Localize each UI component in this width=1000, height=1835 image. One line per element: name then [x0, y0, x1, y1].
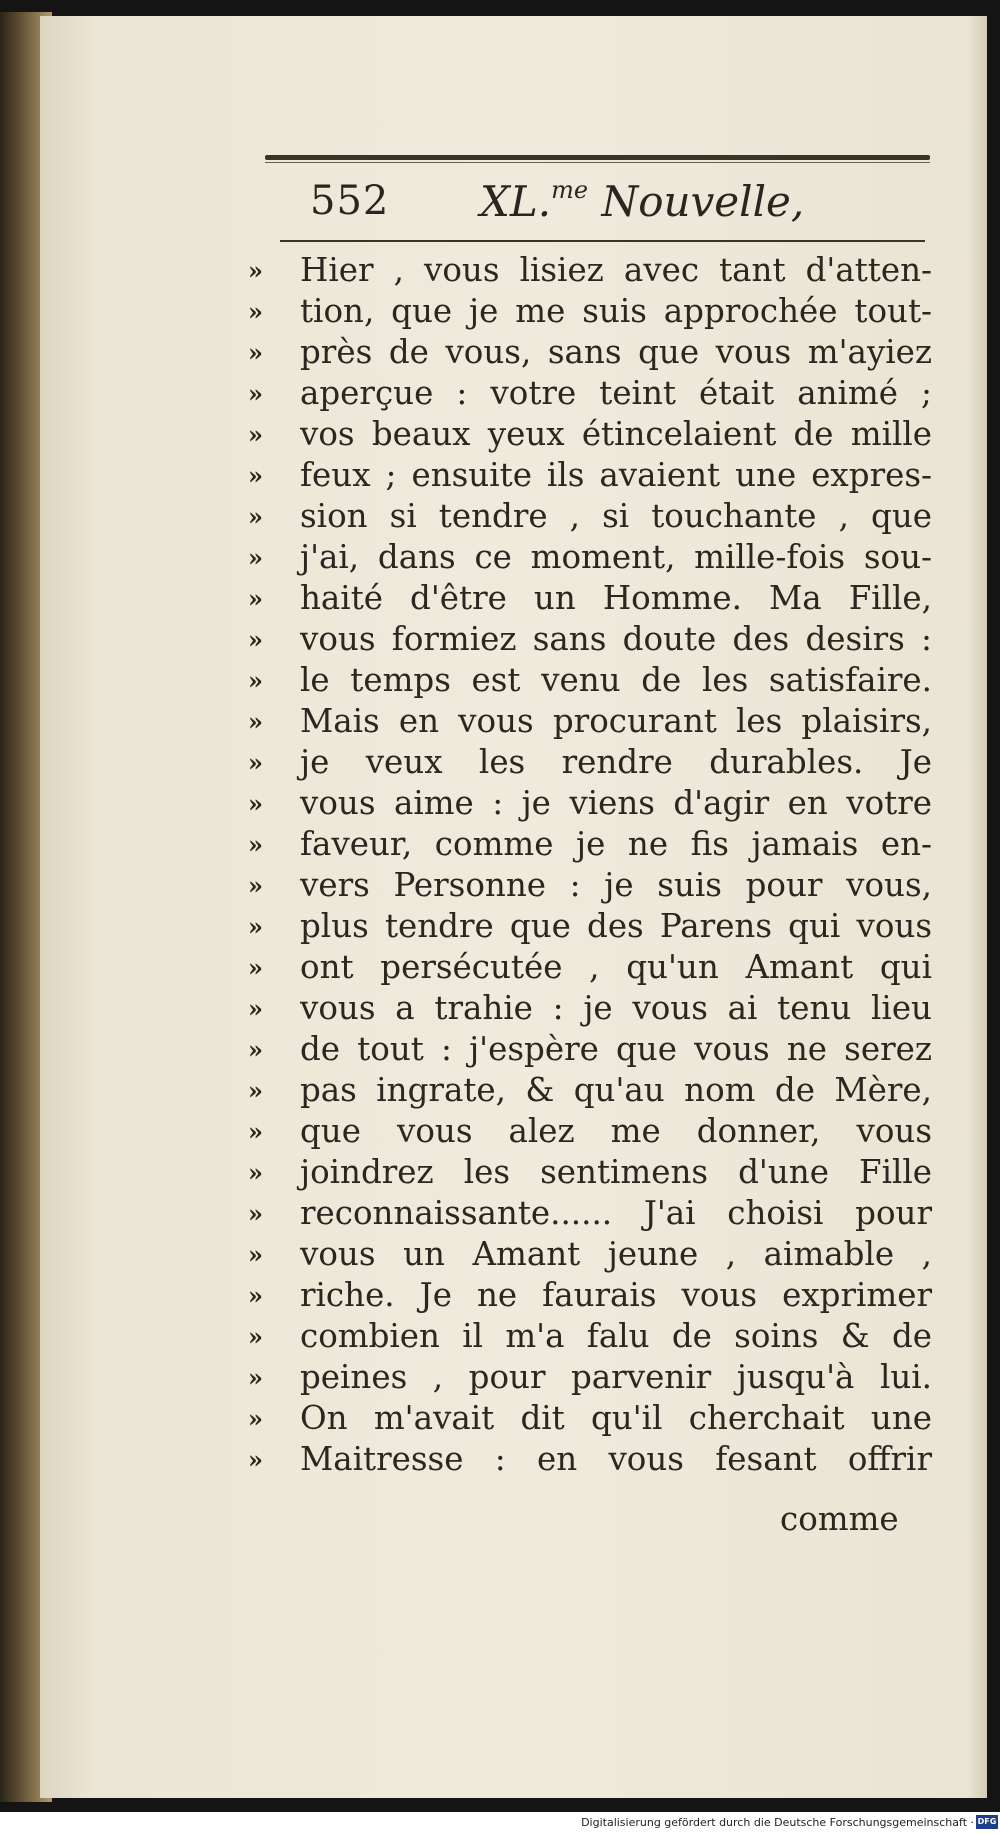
line-text: combien il m'a falu de soins & de	[300, 1317, 932, 1355]
quote-mark: »	[248, 1322, 263, 1351]
quote-mark: »	[248, 912, 263, 941]
header-underline	[280, 240, 925, 242]
quote-mark: »	[248, 953, 263, 982]
line-text: ont persécutée , qu'un Amant qui	[300, 948, 932, 986]
line-text: vos beaux yeux étincelaient de mille	[300, 415, 932, 453]
text-line	[248, 783, 932, 824]
line-text: que vous alez me donner, vous	[300, 1112, 932, 1150]
line-text: le temps est venu de les satisfaire.	[300, 661, 932, 699]
line-text: je veux les rendre durables. Je	[300, 743, 932, 781]
line-text: près de vous, sans que vous m'ayiez	[300, 333, 932, 371]
quote-mark: »	[248, 297, 263, 326]
page-edge-shadow	[968, 16, 986, 1798]
text-line	[248, 1316, 932, 1357]
running-head	[265, 176, 930, 236]
text-line	[248, 496, 932, 537]
text-line	[248, 1070, 932, 1111]
quote-mark: »	[248, 1117, 263, 1146]
line-text: On m'avait dit qu'il cherchait une	[300, 1399, 932, 1437]
quote-mark: »	[248, 1199, 263, 1228]
quote-mark: »	[248, 338, 263, 367]
footer-bar	[0, 1812, 1000, 1835]
text-line	[248, 701, 932, 742]
quote-mark: »	[248, 461, 263, 490]
text-line	[248, 1111, 932, 1152]
text-line	[248, 1029, 932, 1070]
line-text: reconnaissante...... J'ai choisi pour	[300, 1194, 932, 1232]
footer-credit: Digitalisierung gefördert durch die Deutsche Forschungsgemeinschaft ·	[581, 1816, 974, 1829]
line-text: vers Personne : je suis pour vous,	[300, 866, 932, 904]
quote-mark: »	[248, 994, 263, 1023]
text-line	[248, 578, 932, 619]
text-line	[248, 373, 932, 414]
header-rule-thin	[265, 162, 930, 163]
quote-mark: »	[248, 625, 263, 654]
body-text	[248, 250, 932, 1480]
text-line	[248, 537, 932, 578]
line-text: j'ai, dans ce moment, mille-fois sou-	[300, 538, 932, 576]
quote-mark: »	[248, 502, 263, 531]
quote-mark: »	[248, 584, 263, 613]
running-title-prefix: XL.	[480, 177, 552, 226]
quote-mark: »	[248, 256, 263, 285]
text-line	[248, 332, 932, 373]
line-text: Hier , vous lisiez avec tant d'atten-	[300, 251, 932, 289]
line-text: vous formiez sans doute des desirs :	[300, 620, 932, 658]
quote-mark: »	[248, 871, 263, 900]
text-line	[248, 250, 932, 291]
text-line	[248, 988, 932, 1029]
line-text: vous un Amant jeune , aimable ,	[300, 1235, 932, 1273]
quote-mark: »	[248, 789, 263, 818]
text-line	[248, 906, 932, 947]
quote-mark: »	[248, 1076, 263, 1105]
line-text: joindrez les sentimens d'une Fille	[300, 1153, 932, 1191]
text-line	[248, 947, 932, 988]
quote-mark: »	[248, 748, 263, 777]
text-line	[248, 414, 932, 455]
quote-mark: »	[248, 379, 263, 408]
quote-mark: »	[248, 1445, 263, 1474]
quote-mark: »	[248, 707, 263, 736]
quote-mark: »	[248, 543, 263, 572]
header-rule	[265, 155, 930, 160]
quote-mark: »	[248, 666, 263, 695]
text-line	[248, 865, 932, 906]
line-text: haité d'être un Homme. Ma Fille,	[300, 579, 932, 617]
line-text: tion, que je me suis approchée tout-	[300, 292, 932, 330]
text-line	[248, 1439, 932, 1480]
text-line	[248, 1398, 932, 1439]
text-line	[248, 660, 932, 701]
line-text: feux ; ensuite ils avaient une expres-	[300, 456, 932, 494]
text-line	[248, 742, 932, 783]
quote-mark: »	[248, 1035, 263, 1064]
text-line	[248, 455, 932, 496]
quote-mark: »	[248, 830, 263, 859]
text-line	[248, 1275, 932, 1316]
quote-mark: »	[248, 1240, 263, 1269]
line-text: sion si tendre , si touchante , que	[300, 497, 932, 535]
running-title-superscript: me	[551, 176, 589, 204]
line-text: Maitresse : en vous fesant offrir	[300, 1440, 932, 1478]
page-number: 552	[310, 178, 390, 224]
line-text: vous aime : je viens d'agir en votre	[300, 784, 932, 822]
text-line	[248, 291, 932, 332]
running-title-suffix: Nouvelle,	[601, 177, 805, 226]
line-text: peines , pour parvenir jusqu'à lui.	[300, 1358, 932, 1396]
line-text: vous a trahie : je vous ai tenu lieu	[300, 989, 932, 1027]
text-line	[248, 1193, 932, 1234]
text-line	[248, 824, 932, 865]
text-line	[248, 619, 932, 660]
dfg-logo: DFG	[976, 1815, 998, 1829]
line-text: de tout : j'espère que vous ne serez	[300, 1030, 932, 1068]
line-text: faveur, comme je ne fis jamais en-	[300, 825, 932, 863]
catchword: comme	[780, 1500, 899, 1538]
text-line	[248, 1152, 932, 1193]
quote-mark: »	[248, 1363, 263, 1392]
text-line	[248, 1357, 932, 1398]
text-line	[248, 1234, 932, 1275]
line-text: Mais en vous procurant les plaisirs,	[300, 702, 932, 740]
quote-mark: »	[248, 1404, 263, 1433]
line-text: riche. Je ne faurais vous exprimer	[300, 1276, 932, 1314]
quote-mark: »	[248, 420, 263, 449]
quote-mark: »	[248, 1158, 263, 1187]
running-title	[480, 176, 804, 226]
line-text: aperçue : votre teint était animé ;	[300, 374, 932, 412]
quote-mark: »	[248, 1281, 263, 1310]
line-text: plus tendre que des Parens qui vous	[300, 907, 932, 945]
line-text: pas ingrate, & qu'au nom de Mère,	[300, 1071, 932, 1109]
